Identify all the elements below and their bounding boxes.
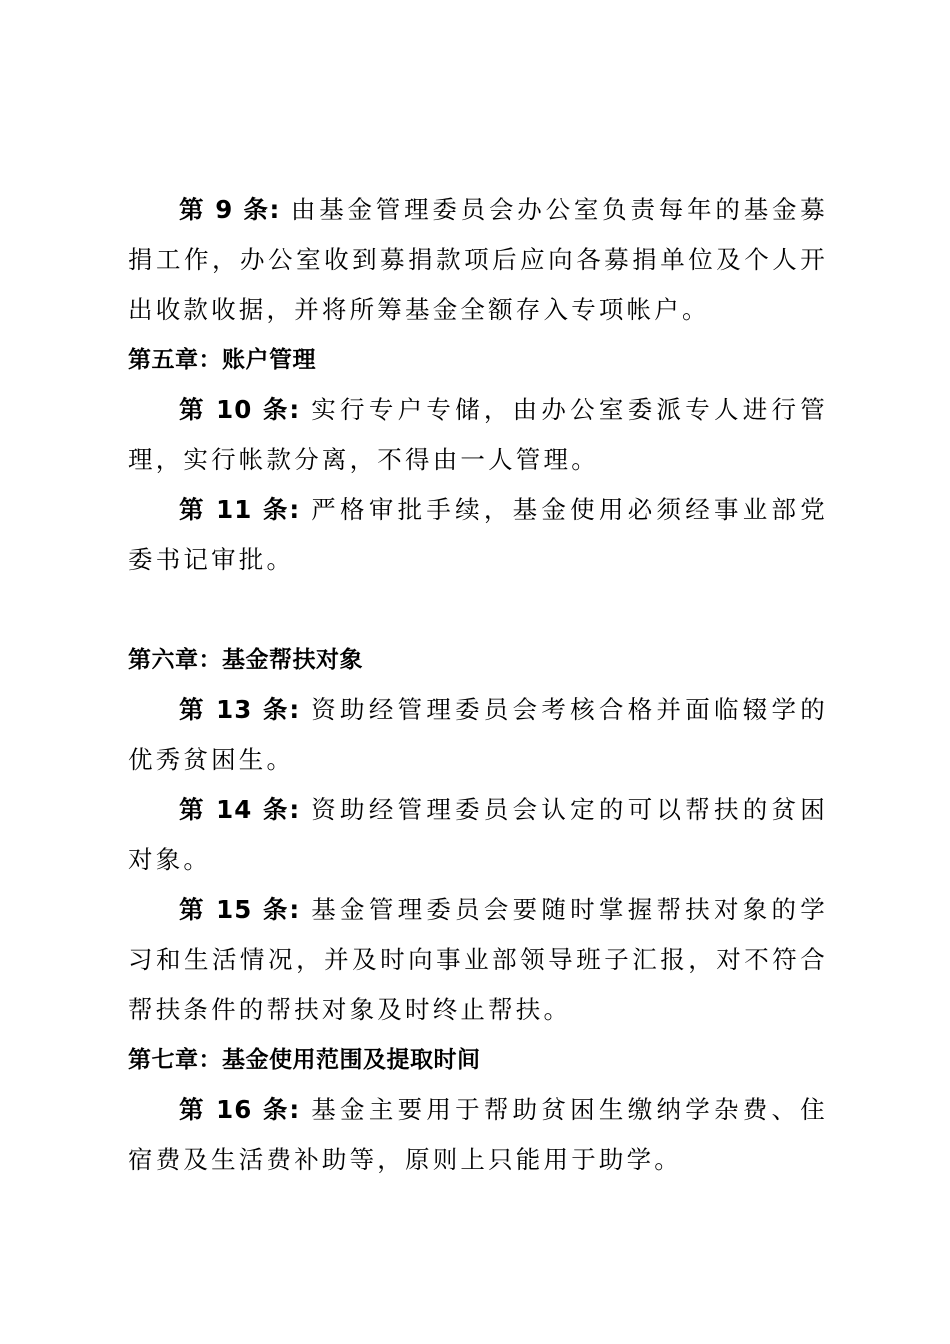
article-text: 资助经管理委员会考核合格并面临辍学的优秀贫困生。 xyxy=(128,695,828,774)
article-16 xyxy=(128,1085,828,1185)
article-text: 由基金管理委员会办公室负责每年的基金募捐工作，办公室收到募捐款项后应向各募捐单位及个人开出收款收据，并将所筹基金全额存入专项帐户。 xyxy=(128,195,828,324)
article-13 xyxy=(128,685,828,785)
document-page xyxy=(128,185,828,1185)
article-label: 第 16 条: xyxy=(179,1095,301,1124)
article-14 xyxy=(128,785,828,885)
article-text: 严格审批手续，基金使用必须经事业部党委书记审批。 xyxy=(128,495,828,574)
article-text: 资助经管理委员会认定的可以帮扶的贫困对象。 xyxy=(128,795,828,874)
article-label: 第 11 条: xyxy=(179,495,301,524)
article-text: 基金管理委员会要随时掌握帮扶对象的学习和生活情况，并及时向事业部领导班子汇报，对不符合帮扶条件的帮扶对象及时终止帮扶。 xyxy=(128,895,828,1024)
article-11 xyxy=(128,485,828,585)
chapter-heading: 第五章：账户管理 xyxy=(128,347,316,373)
article-label: 第 13 条: xyxy=(179,695,301,724)
article-text: 实行专户专储，由办公室委派专人进行管理，实行帐款分离，不得由一人管理。 xyxy=(128,395,828,474)
article-text: 基金主要用于帮助贫困生缴纳学杂费、住宿费及生活费补助等，原则上只能用于助学。 xyxy=(128,1095,828,1174)
article-label: 第 10 条: xyxy=(179,395,301,424)
article-label: 第 14 条: xyxy=(179,795,301,824)
article-label: 第 9 条: xyxy=(179,195,281,224)
blank-line xyxy=(128,585,828,635)
article-9 xyxy=(128,185,828,335)
article-10 xyxy=(128,385,828,485)
article-label: 第 15 条: xyxy=(179,895,301,924)
chapter-heading: 第六章：基金帮扶对象 xyxy=(128,647,363,673)
chapter-heading: 第七章：基金使用范围及提取时间 xyxy=(128,1047,481,1073)
article-15 xyxy=(128,885,828,1035)
